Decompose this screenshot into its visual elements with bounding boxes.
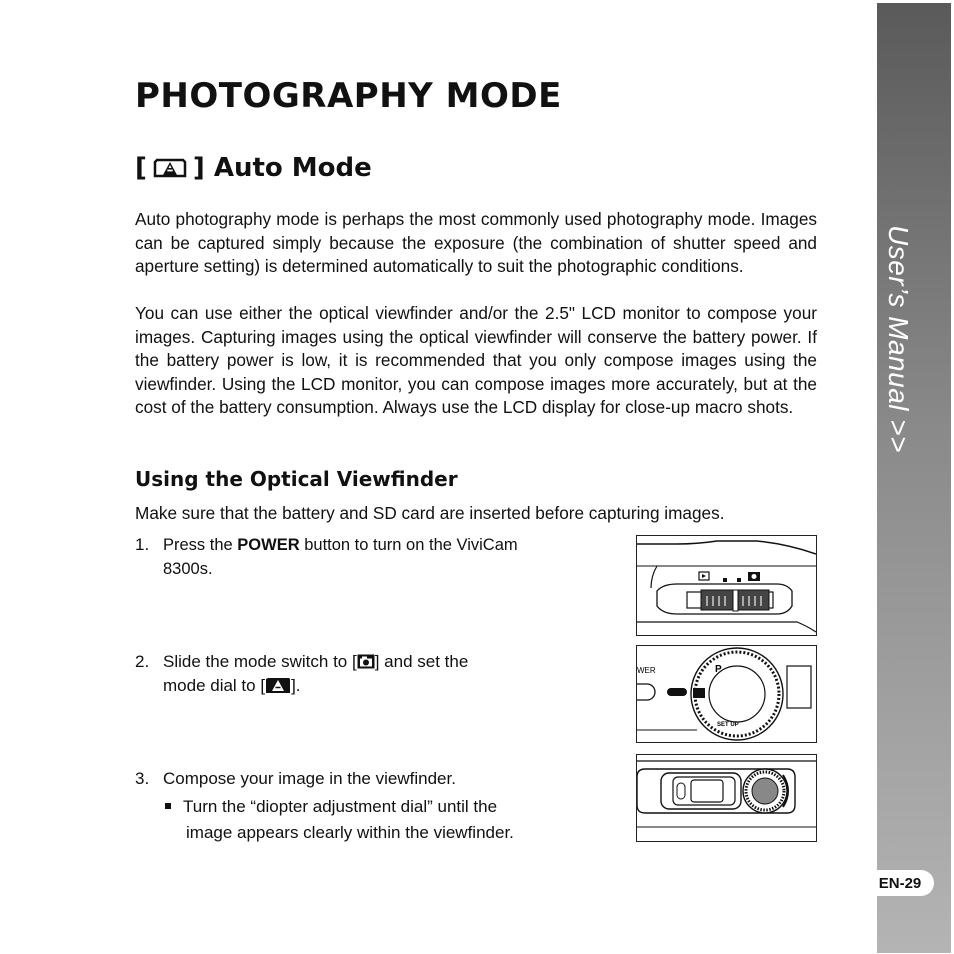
subsection-title: Using the Optical Viewfinder (135, 467, 458, 491)
page-number: EN-29 (866, 870, 934, 896)
intro-paragraph: Auto photography mode is perhaps the most commonly used photography mode. Images can be captured simply because the exposure (the combination of shutter speed and aperture setting) is determined automatically to suit the photographic conditions. (135, 209, 817, 276)
viewfinder-illustration (636, 754, 817, 842)
sidebar-label: User’s Manual >> (883, 225, 914, 453)
dial-setup: SET UP (717, 722, 739, 728)
section-heading (135, 153, 372, 183)
bullet-marker (165, 803, 171, 809)
subsection-intro: Make sure that the battery and SD card are inserted before capturing images. (135, 503, 725, 523)
sidebar-band (877, 3, 951, 953)
step-3: 3. Compose your image in the viewfinder. (135, 769, 456, 788)
step-1: 1. Press the POWER button to turn on the ViviCam 8300s. (135, 535, 518, 578)
auto-mode-icon (265, 677, 291, 694)
step-3-bullet: Turn the “diopter adjustment dial” until the image appears clearly within the viewfinder. (165, 794, 585, 846)
mode-dial-illustration (636, 645, 817, 743)
step-2: 2. Slide the mode switch to [ ] and set the mode dial to [ ]. (135, 652, 469, 695)
mode-switch-illustration (636, 535, 817, 636)
lcd-paragraph: You can use either the optical viewfinder and/or the 2.5" LCD monitor to compose your images. Capturing images using the optical viewfinder will conserve the battery power. If the battery power is low, it is recommended that you only compose images using the viewfinder. Using the LCD monitor, you can compose images more accurately, but at the cost of the battery consumption. Always use the LCD display for close-up macro shots. (135, 303, 817, 417)
dial-label: WER (637, 666, 656, 675)
bracket-open: [ (135, 153, 147, 183)
auto-mode-icon (153, 157, 187, 179)
section-title: ] Auto Mode (192, 153, 372, 183)
camera-icon (357, 654, 375, 669)
page-title: PHOTOGRAPHY MODE (135, 76, 562, 116)
dial-p: P (715, 664, 722, 675)
